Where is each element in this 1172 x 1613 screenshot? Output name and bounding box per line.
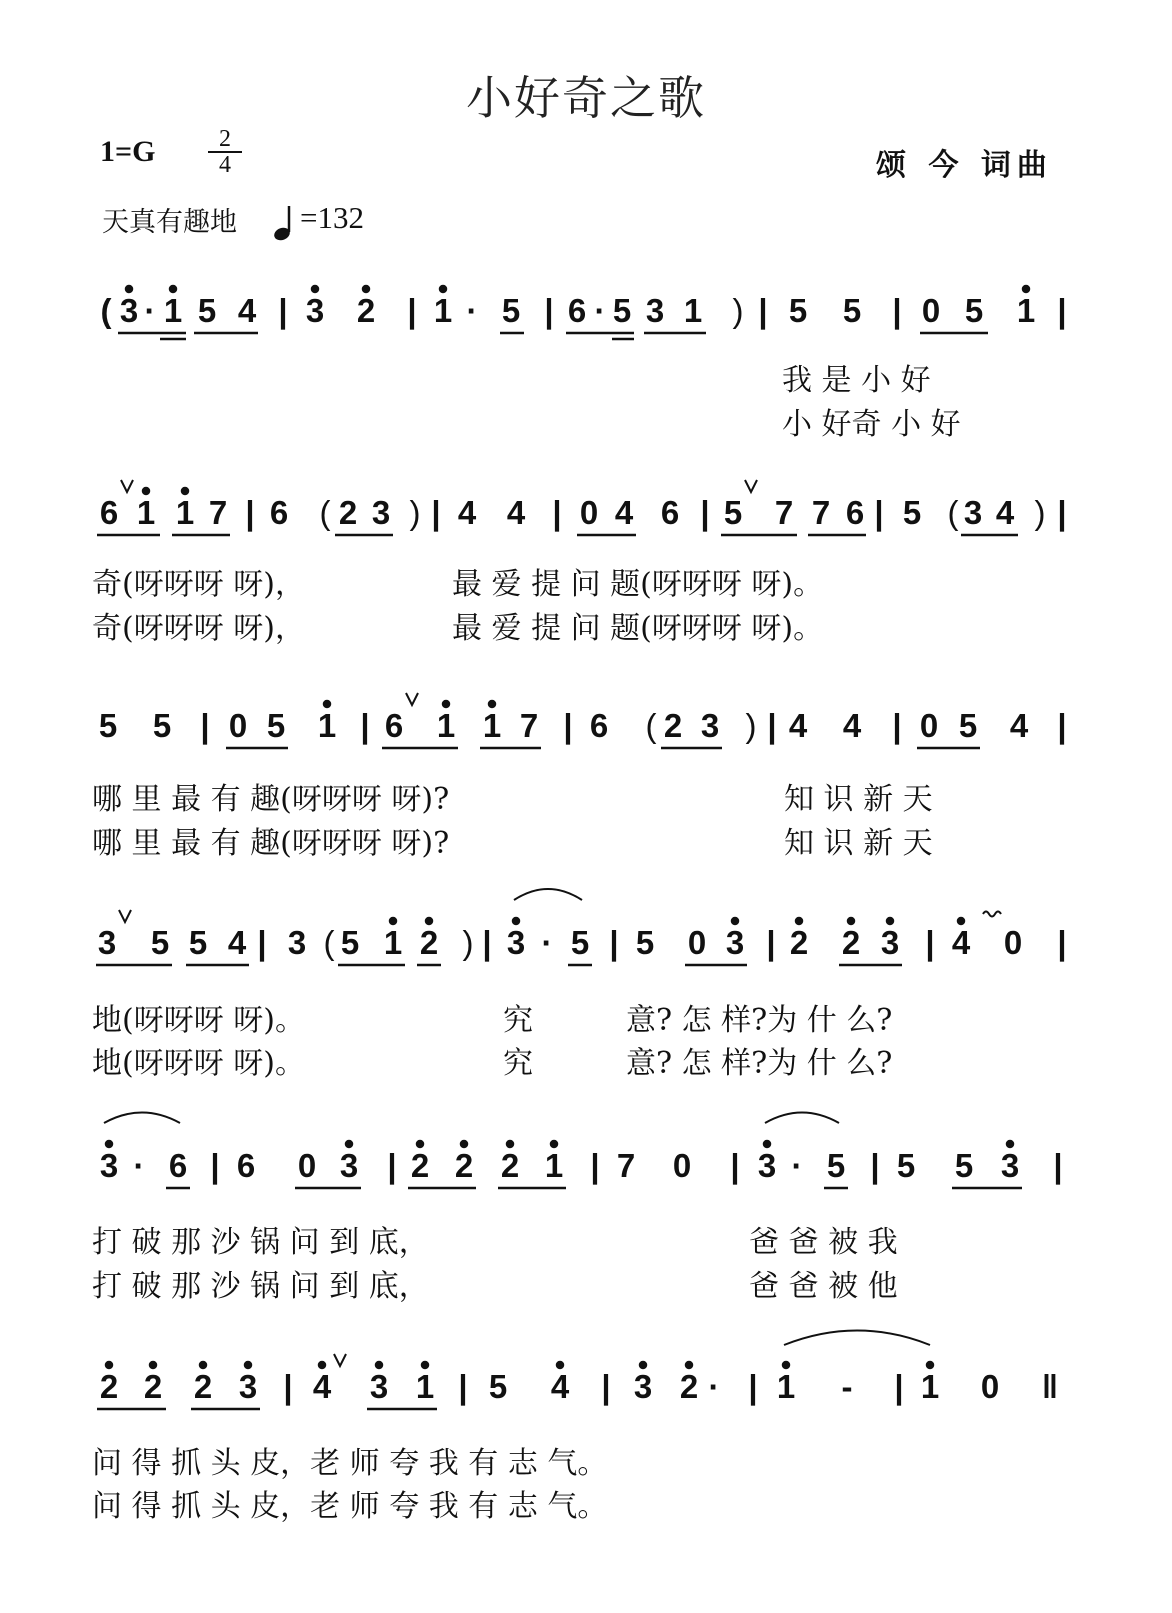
note: 5 [266,707,286,744]
barline: | [748,1368,758,1405]
barline: | [609,924,619,961]
note: 3 [645,292,665,329]
lyric-line: 奇(呀呀呀 呀)， [92,611,305,646]
barline: | [766,924,776,961]
note: 3 [371,494,391,531]
system-3 [92,693,1067,861]
lyric-line: 最 爱 提 问 题(呀呀呀 呀)。 [452,611,824,646]
note: 6 [384,707,404,744]
note: 3 [757,1147,777,1184]
tempo-mark: =132 [300,200,364,235]
note: 5 [842,292,862,329]
note: 7 [519,707,539,744]
note: · [791,1147,803,1184]
note: 5 [723,494,743,531]
note: 5 [954,1147,974,1184]
note: 3 [97,924,117,961]
final-barline: ‖ [1041,1368,1059,1405]
paren: ) [732,292,744,329]
note: · [133,1147,145,1184]
note: · [708,1368,720,1405]
note: 6 [236,1147,256,1184]
lyric-line: 地(呀呀呀 呀)。 [92,1003,305,1038]
note: ( [100,292,112,329]
note: 4 [550,1368,570,1405]
note: · [594,292,606,329]
note: 6 [168,1147,188,1184]
lyric-line: 问 得 抓 头 皮，老 师 夸 我 有 志 气。 [92,1489,608,1524]
note: 2 [356,292,376,329]
note: 7 [811,494,831,531]
lyric-line: 小 好奇 小 好 [782,407,961,442]
note: 2 [679,1368,699,1405]
note: 2 [500,1147,520,1184]
note: 3 [963,494,983,531]
note: 1 [482,707,502,744]
barline: | [1057,707,1067,744]
note: 0 [672,1147,692,1184]
barline: | [601,1368,611,1405]
barline: | [1057,924,1067,961]
note: 5 [488,1368,508,1405]
note: 4 [1009,707,1029,744]
meter-bottom: 4 [219,152,231,178]
note: 2 [663,707,683,744]
lyric-line: 最 爱 提 问 题(呀呀呀 呀)。 [452,567,824,602]
note: 1 [544,1147,564,1184]
note: 5 [826,1147,846,1184]
lyric-line: 哪 里 最 有 趣(呀呀呀 呀)? [92,782,450,817]
barline: | [700,494,710,531]
note: 0 [687,924,707,961]
barline: | [482,924,492,961]
note: 1 [175,494,195,531]
note: 6 [269,494,289,531]
lyric-line: 究 [503,1003,533,1038]
paren: ( [645,707,657,744]
note: 6 [567,292,587,329]
note: 4 [312,1368,332,1405]
note: 2 [454,1147,474,1184]
note: 0 [921,292,941,329]
note: 2 [410,1147,430,1184]
note: 4 [237,292,257,329]
paren: ) [745,707,757,744]
barline: | [431,494,441,531]
note: 3 [725,924,745,961]
barline: | [283,1368,293,1405]
paren: ) [1034,494,1046,531]
paren: ( [319,494,331,531]
barline: | [1057,292,1067,329]
system-2 [92,480,1067,646]
note: 0 [980,1368,1000,1405]
barline: | [892,292,902,329]
system-4 [92,889,1067,1081]
barline: | [210,1147,220,1184]
note: 1 [163,292,183,329]
paren: ) [462,924,474,961]
note: 2 [193,1368,213,1405]
note: 1 [136,494,156,531]
barline: | [1053,1147,1063,1184]
note: 4 [227,924,247,961]
barline: | [874,494,884,531]
note: 2 [841,924,861,961]
lyric-line: 意? 怎 样?为 什 么? [626,1003,893,1038]
key-signature: 1=G [100,135,156,168]
note: 5 [340,924,360,961]
meter-top: 2 [219,126,231,152]
song-title: 小好奇之歌 [466,71,706,125]
note: 3 [369,1368,389,1405]
note: · [541,924,553,961]
note: 5 [612,292,632,329]
lyric-line: 知 识 新 天 [784,826,933,861]
note: 1 [433,292,453,329]
note: 0 [1003,924,1023,961]
barline: | [245,494,255,531]
lyric-line: 奇(呀呀呀 呀)， [92,567,305,602]
note: 4 [995,494,1015,531]
barline: | [407,292,417,329]
note: · [466,292,478,329]
note: 5 [788,292,808,329]
note: 3 [700,707,720,744]
barline: | [870,1147,880,1184]
note: 4 [614,494,634,531]
note: 3 [99,1147,119,1184]
note: 4 [788,707,808,744]
note: 3 [1000,1147,1020,1184]
note: 3 [238,1368,258,1405]
barline: | [590,1147,600,1184]
barline: | [278,292,288,329]
note: 6 [99,494,119,531]
paren: ) [409,494,421,531]
expression-mark: 天真有趣地 [102,207,237,238]
note: 1 [383,924,403,961]
note: · [144,292,156,329]
note: 5 [570,924,590,961]
lyric-line: 爸 爸 被 我 [749,1225,898,1260]
barline: | [387,1147,397,1184]
system-6 [92,1331,1058,1525]
note: 3 [633,1368,653,1405]
note: 1 [1016,292,1036,329]
note: 3 [880,924,900,961]
barline: | [552,494,562,531]
barline: | [767,707,777,744]
barline: | [894,1368,904,1405]
note: 2 [99,1368,119,1405]
note: 4 [842,707,862,744]
barline: | [1057,494,1067,531]
paren: ( [323,924,335,961]
barline: | [758,292,768,329]
note: 0 [919,707,939,744]
note: 5 [964,292,984,329]
note: 1 [317,707,337,744]
note: 6 [845,494,865,531]
barline: | [458,1368,468,1405]
note: 2 [143,1368,163,1405]
note: 6 [660,494,680,531]
note: 4 [951,924,971,961]
note: 5 [188,924,208,961]
barline: | [360,707,370,744]
barline: | [730,1147,740,1184]
note: 4 [506,494,526,531]
lyric-line: 爸 爸 被 他 [749,1269,898,1304]
note: 1 [436,707,456,744]
barline: | [257,924,267,961]
barline: | [925,924,935,961]
note: 3 [339,1147,359,1184]
lyric-line: 究 [503,1046,533,1081]
note: 1 [776,1368,796,1405]
note: 3 [287,924,307,961]
lyric-line: 问 得 抓 头 皮，老 师 夸 我 有 志 气。 [92,1446,608,1481]
author-credit: 颂 今 词曲 [876,148,1053,183]
lyric-line: 哪 里 最 有 趣(呀呀呀 呀)? [92,826,450,861]
note: - [841,1368,853,1405]
note: 5 [501,292,521,329]
note: 5 [150,924,170,961]
paren: ( [947,494,959,531]
lyric-line: 我 是 小 好 [782,363,931,398]
note: 2 [789,924,809,961]
note: 2 [338,494,358,531]
note: 7 [774,494,794,531]
note: 5 [635,924,655,961]
lyric-line: 打 破 那 沙 锅 问 到 底， [92,1225,429,1260]
note: 4 [457,494,477,531]
note: 3 [305,292,325,329]
note: 7 [208,494,228,531]
barline: | [563,707,573,744]
note: 3 [119,292,139,329]
note: 7 [616,1147,636,1184]
lyric-line: 知 识 新 天 [784,782,933,817]
note: 1 [415,1368,435,1405]
note: 3 [506,924,526,961]
note: 5 [98,707,118,744]
barline: | [892,707,902,744]
system-1 [101,286,1067,442]
note: 0 [579,494,599,531]
note: 5 [958,707,978,744]
note: 6 [589,707,609,744]
note: 1 [920,1368,940,1405]
note: 5 [197,292,217,329]
note: 0 [297,1147,317,1184]
lyric-line: 意? 怎 样?为 什 么? [626,1046,893,1081]
lyric-line: 打 破 那 沙 锅 问 到 底， [92,1269,429,1304]
note: 5 [902,494,922,531]
note: 2 [419,924,439,961]
note: 1 [683,292,703,329]
lyric-line: 地(呀呀呀 呀)。 [92,1046,305,1081]
note: 0 [228,707,248,744]
system-5 [92,1113,1063,1305]
barline: | [544,292,554,329]
note: 5 [152,707,172,744]
note: 5 [896,1147,916,1184]
barline: | [200,707,210,744]
